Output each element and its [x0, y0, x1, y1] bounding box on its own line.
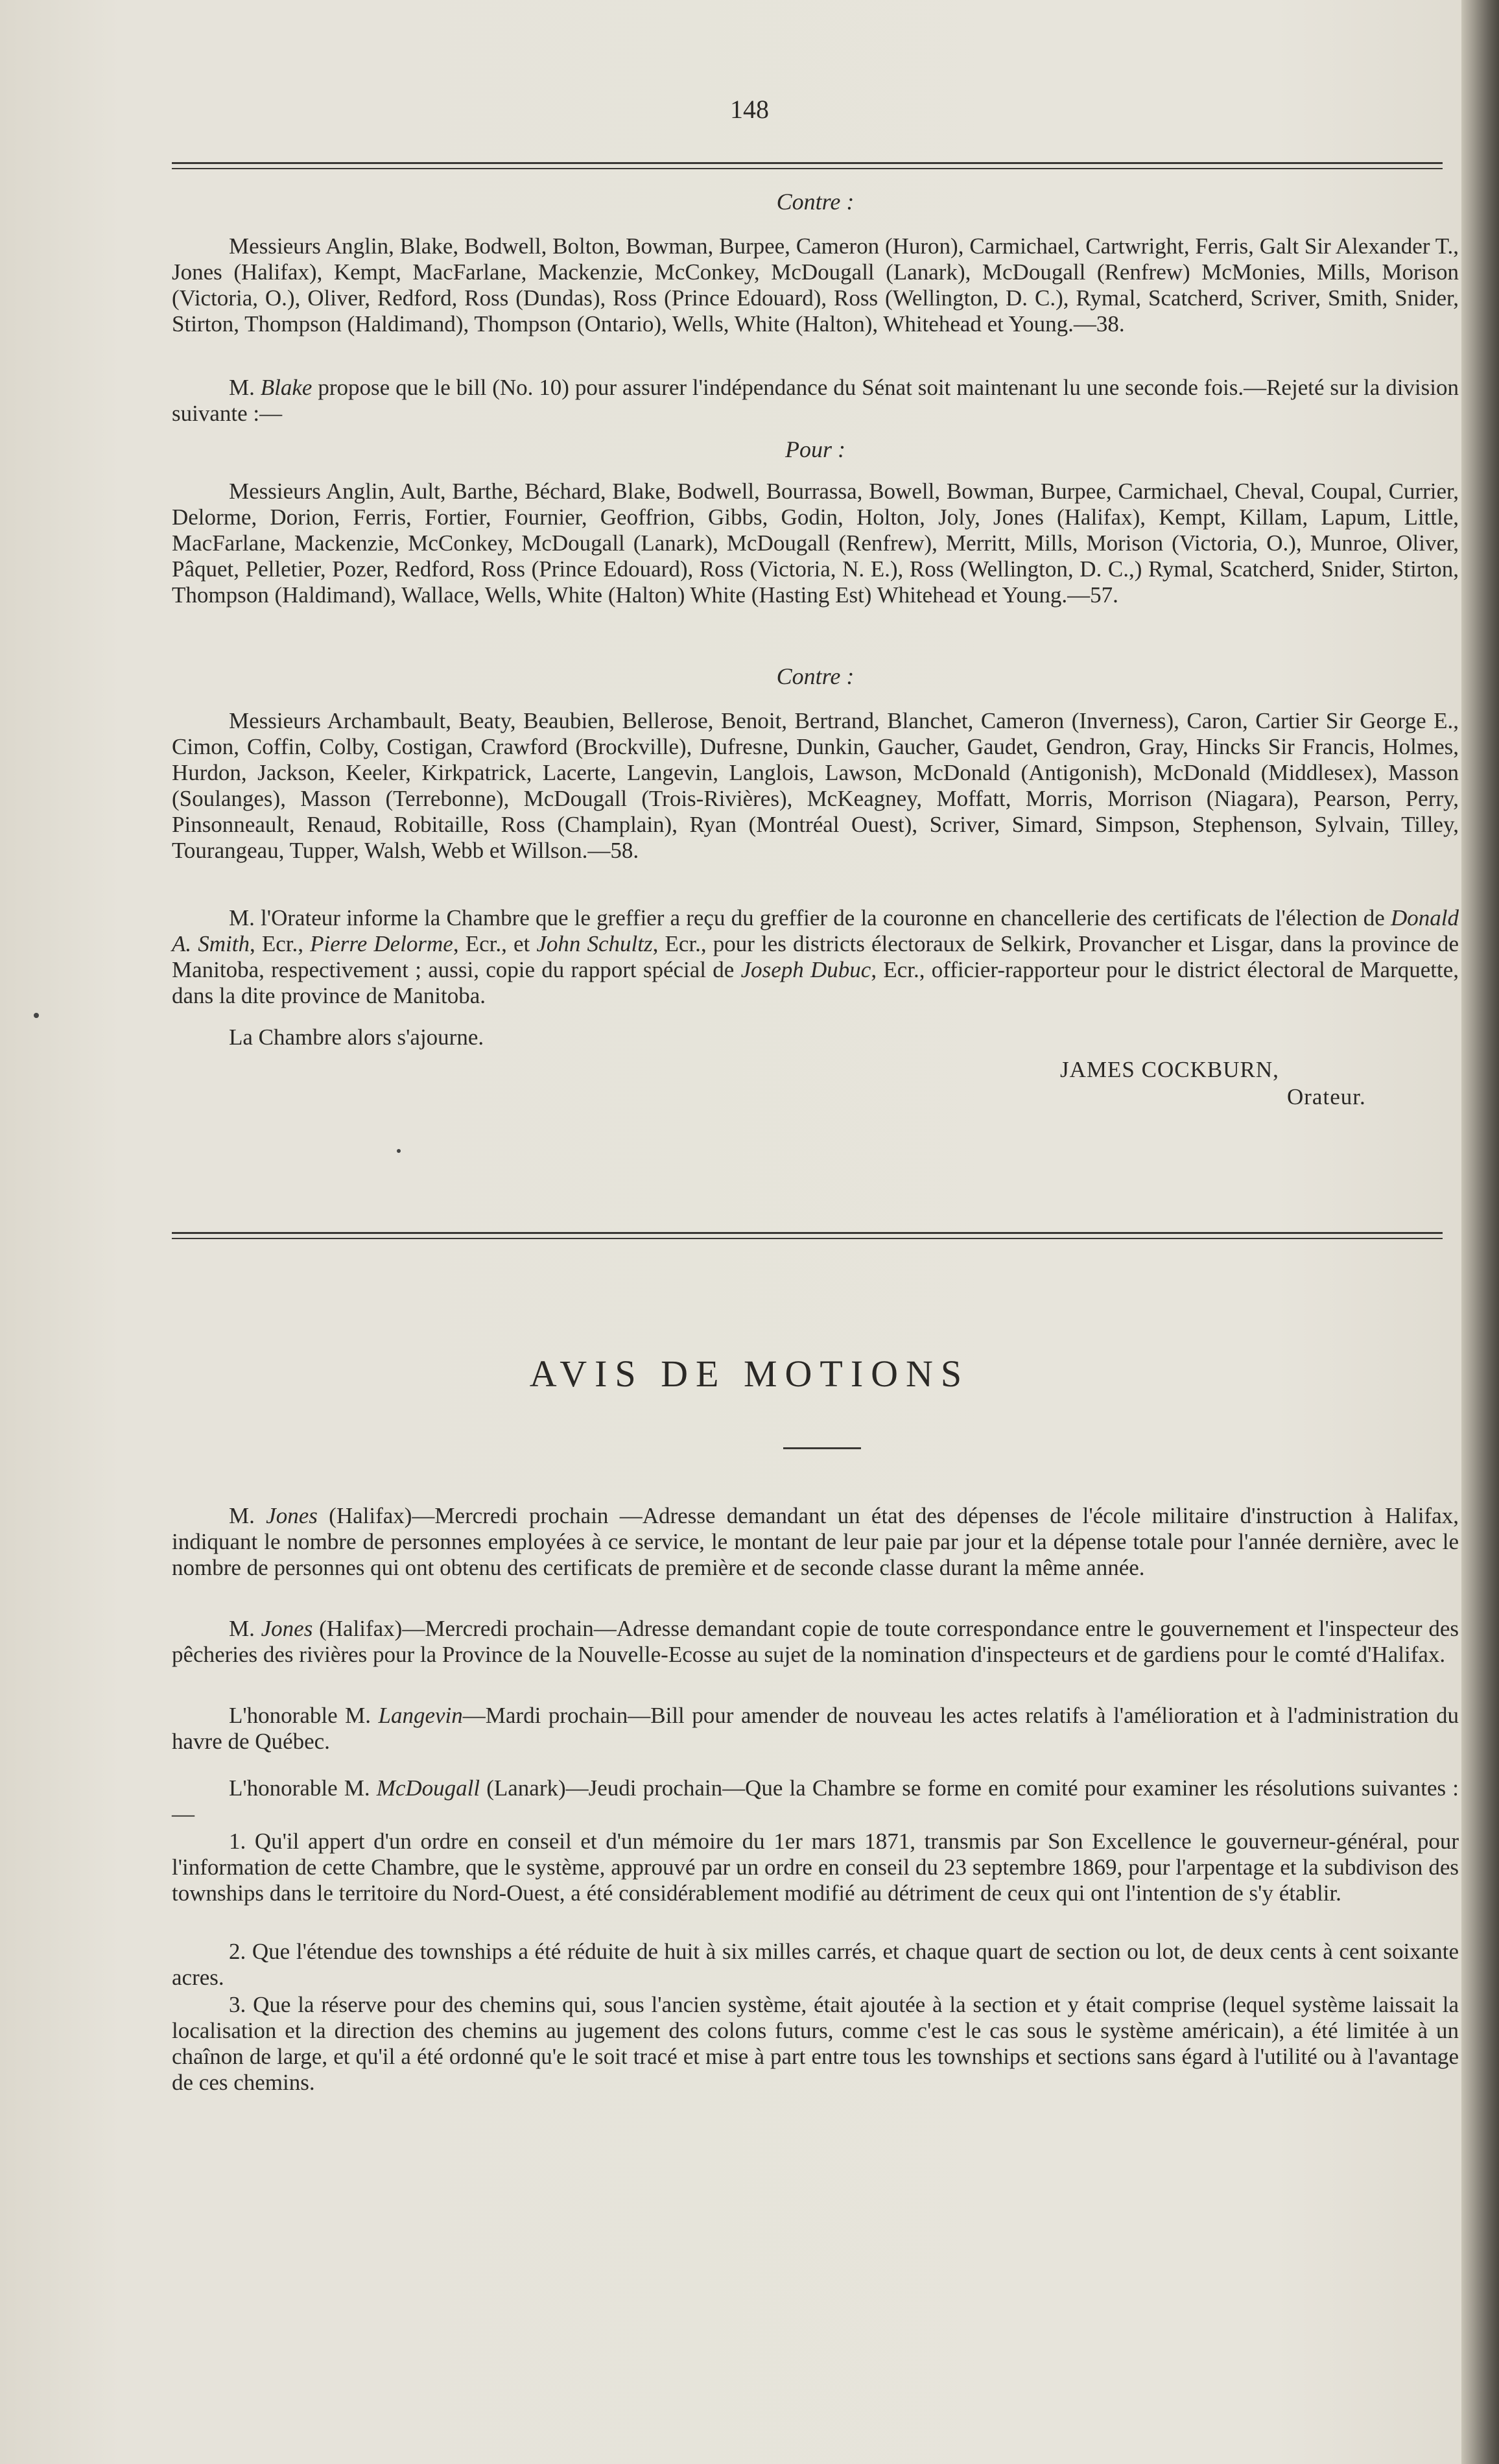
m2-name: Jones	[261, 1616, 313, 1641]
adjourn-line: La Chambre alors s'ajourne.	[229, 1025, 484, 1050]
avis-title: AVIS DE MOTIONS	[529, 1353, 970, 1395]
orateur-text-4: , Ecr., pour les districts électoraux de Selkirk, Provancher et Lisgar, dans la province de Manitoba, respectivement ; aussi, copie du rapport spécial de	[172, 931, 1459, 982]
motion-jones-2	[172, 1616, 1459, 1668]
blake-text: propose que le bill (No. 10) pour assurer l'indépendance du Sénat soit maintenant lu une seconde fois.—Rejeté sur la division suivante :—	[172, 375, 1459, 426]
orateur-name-schultz: John Schultz	[536, 931, 653, 956]
blake-motion	[172, 375, 1459, 427]
m3-prefix: L'honorable M.	[229, 1703, 379, 1728]
contre-names-1: Messieurs Anglin, Blake, Bodwell, Bolton, Bowman, Burpee, Cameron (Huron), Carmichael, Cartwright, Ferris, Galt Sir Alexander T., Jones (Halifax), Kempt, MacFarlane, Mackenzie, McConkey, McDougall (Lanark), McDougall (Renfrew) McMonies, Mills, Morison (Victoria, O.), Oliver, Redford, Ross (Dundas), Ross (Prince Edouard), Ross (Wellington, D. C.), Rymal, Scatcherd, Scriver, Smith, Snider, Stirton, Thompson (Haldimand), Thompson (Ontario), Wells, White (Halton), Whitehead et Young.—38.	[172, 233, 1459, 337]
margin-speck	[34, 1013, 39, 1018]
m1-prefix: M.	[229, 1503, 266, 1528]
m4-name: McDougall	[376, 1775, 480, 1801]
top-double-rule	[172, 162, 1443, 164]
orateur-name-smith: Donald A. Smith	[172, 905, 1459, 956]
motion-langevin	[172, 1703, 1459, 1755]
orateur-paragraph	[172, 905, 1459, 1009]
m1-text: (Halifax)—Mercredi prochain —Adresse demandant un état des dépenses de l'école militaire d'instruction à Halifax, indiquant le nombre de personnes employées à ce service, le montant de leur paie par jour et la dépense totale pour l'année dernière, avec le nombre de personnes qui ont obtenu des certificats de première et de seconde classe durant la même année.	[172, 1503, 1459, 1580]
page-number: 148	[730, 95, 769, 124]
page-speck	[397, 1149, 401, 1153]
m1-name: Jones	[266, 1503, 318, 1528]
pour-names: Messieurs Anglin, Ault, Barthe, Béchard, Blake, Bodwell, Bourrassa, Bowell, Bowman, Burpee, Carmichael, Cheval, Coupal, Currier, Delorme, Dorion, Ferris, Fortier, Fournier, Geoffrion, Gibbs, Godin, Holton, Joly, Jones (Halifax), Kempt, Killam, Lapum, Little, MacFarlane, Mackenzie, McConkey, McDougall (Lanark), McDougall (Renfrew), Merritt, Mills, Morison (Victoria, O.), Munroe, Oliver, Pâquet, Pelletier, Pozer, Redford, Ross (Prince Edouard), Ross (Victoria, N. E.), Ross (Wellington, D. C.,) Rymal, Scatcherd, Snider, Stirton, Thompson (Haldimand), Wallace, Wells, White (Halton) White (Hasting Est) Whitehead et Young.—57.	[172, 479, 1459, 608]
contre-heading-1: Contre :	[776, 189, 855, 215]
motion-mcdougall	[172, 1775, 1459, 1827]
resolution-2: 2. Que l'étendue des townships a été réduite de huit à six milles carrés, et chaque quart de section ou lot, de deux cents à cent soixante acres.	[172, 1939, 1459, 1990]
section-double-rule	[172, 1232, 1443, 1234]
orateur-text-1: M. l'Orateur informe la Chambre que le greffier a reçu du greffier de la couronne en chancellerie des certificats de l'élection de	[229, 905, 1391, 930]
orateur-name-dubuc: Joseph Dubuc	[740, 957, 871, 982]
pour-heading: Pour :	[785, 436, 845, 462]
blake-name: Blake	[260, 375, 313, 400]
m4-prefix: L'honorable M.	[229, 1775, 377, 1801]
orateur-text-3: , Ecr., et	[453, 931, 537, 956]
m2-text: (Halifax)—Mercredi prochain—Adresse demandant copie de toute correspondance entre le gouvernement et l'inspecteur des pêcheries des rivières pour la Province de la Nouvelle-Ecosse au sujet de la nomination d'inspecteurs et de gardiens pour le comté d'Halifax.	[172, 1616, 1459, 1667]
contre-names-2: Messieurs Archambault, Beaty, Beaubien, Bellerose, Benoit, Bertrand, Blanchet, Cameron (Inverness), Caron, Cartier Sir George E., Cimon, Coffin, Colby, Costigan, Crawford (Brockville), Dufresne, Dunkin, Gaucher, Gaudet, Gendron, Gray, Hincks Sir Francis, Holmes, Hurdon, Jackson, Keeler, Kirkpatrick, Lacerte, Langevin, Langlois, Lawson, McDonald (Antigonish), McDonald (Middlesex), Masson (Soulanges), Masson (Terrebonne), McDougall (Trois-Rivières), McKeagney, Moffatt, Morris, Morrison (Niagara), Pearson, Perry, Pinsonneault, Renaud, Robitaille, Ross (Champlain), Ryan (Montréal Ouest), Scriver, Simard, Simpson, Stephenson, Sylvain, Tilley, Tourangeau, Tupper, Walsh, Webb et Willson.—58.	[172, 708, 1459, 863]
signature-name: JAMES COCKBURN,	[1060, 1057, 1279, 1082]
blake-m: M.	[229, 375, 261, 400]
m4-text: (Lanark)—Jeudi prochain—Que la Chambre se forme en comité pour examiner les résolutions suivantes :—	[172, 1775, 1459, 1827]
book-spine-edge	[1461, 0, 1499, 2464]
resolution-1: 1. Qu'il appert d'un ordre en conseil et d'un mémoire du 1er mars 1871, transmis par Son Excellence le gouverneur-général, pour l'information de cette Chambre, que le système, approuvé par un ordre en conseil du 23 septembre 1869, pour l'arpentage et la subdivison des townships dans le territoire du Nord-Ouest, a été considérablement modifié au détriment de ceux qui ont l'intention de s'y établir.	[172, 1829, 1459, 1906]
motion-jones-1	[172, 1503, 1459, 1581]
m3-name: Langevin	[378, 1703, 463, 1728]
m2-prefix: M.	[229, 1616, 261, 1641]
orateur-name-delorme: Pierre Delorme	[310, 931, 453, 956]
contre-heading-2: Contre :	[776, 663, 855, 689]
signature-title: Orateur.	[1287, 1084, 1366, 1109]
orateur-text-2: , Ecr.,	[249, 931, 311, 956]
title-short-rule	[783, 1447, 861, 1449]
resolution-3: 3. Que la réserve pour des chemins qui, sous l'ancien système, était ajoutée à la section et y était comprise (lequel système laissait la localisation et la direction des chemins au jugement des colons futurs, comme c'est le cas sous le système américain), a été limitée à un chaînon de large, et qu'il a été ordonné qu'e le soit tracé et mise à part entre tous les townships et sections sans égard à l'utilité ou à l'avantage de ces chemins.	[172, 1992, 1459, 2095]
orateur-text-5: , Ecr., officier-rapporteur pour le district électoral de Marquette, dans la dite province de Manitoba.	[172, 957, 1459, 1008]
m3-text: —Mardi prochain—Bill pour amender de nouveau les actes relatifs à l'amélioration et à l'administration du havre de Québec.	[172, 1703, 1459, 1754]
